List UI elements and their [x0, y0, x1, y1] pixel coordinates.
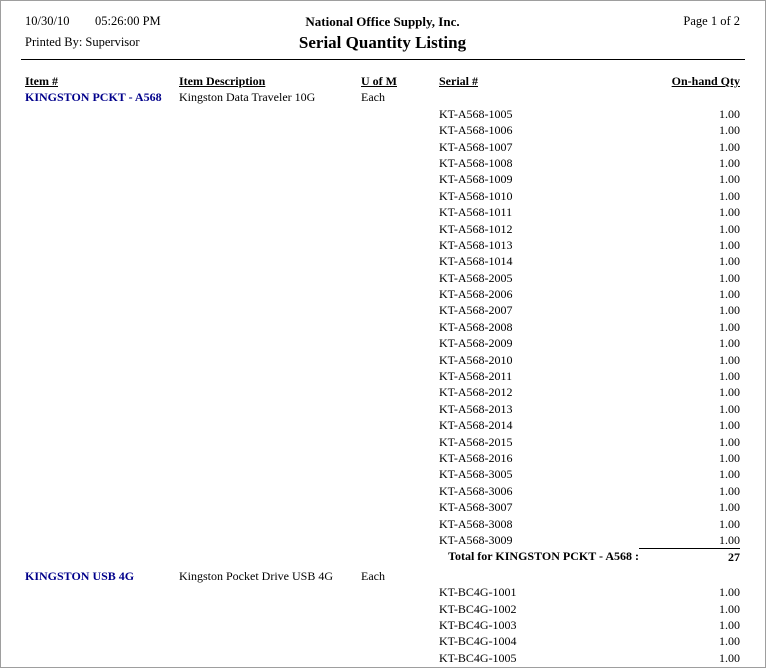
serial-number: KT-BC4G-1002: [439, 601, 517, 616]
item-serial-spacer: [439, 568, 639, 584]
serial-row: [25, 483, 740, 499]
header-row-2: [25, 32, 740, 56]
serial-row: [25, 139, 740, 155]
serial-number: KT-A568-3009: [439, 532, 513, 547]
serial-qty: 1.00: [719, 516, 740, 531]
report-header: [1, 1, 765, 56]
serial-number: KT-A568-3005: [439, 467, 513, 482]
item-description: Kingston Data Traveler 10G: [179, 90, 316, 105]
item-uom: Each: [361, 90, 385, 105]
col-header-qty: On-hand Qty: [671, 74, 740, 88]
serial-row: [25, 466, 740, 482]
serial-row: [25, 499, 740, 515]
item-row: [25, 568, 740, 584]
serial-number: KT-A568-1006: [439, 123, 513, 138]
serial-number: KT-A568-2006: [439, 287, 513, 302]
header-divider: [21, 59, 745, 60]
serial-number: KT-BC4G-1001: [439, 585, 517, 600]
serial-row: [25, 617, 740, 633]
groups-container: [25, 89, 740, 666]
serial-qty: 1.00: [719, 601, 740, 616]
serial-number: KT-A568-2012: [439, 385, 513, 400]
serial-row: [25, 584, 740, 600]
serial-number: KT-A568-2014: [439, 418, 513, 433]
serial-qty: 1.00: [719, 385, 740, 400]
item-uom: Each: [361, 568, 385, 583]
serial-number: KT-A568-2008: [439, 319, 513, 334]
serial-qty: 1.00: [719, 188, 740, 203]
serial-qty: 1.00: [719, 172, 740, 187]
serial-row: [25, 450, 740, 466]
serial-number: KT-BC4G-1004: [439, 634, 517, 649]
serial-number: KT-BC4G-1003: [439, 617, 517, 632]
header-row-1: [25, 14, 740, 32]
serial-row: [25, 319, 740, 335]
serial-row: [25, 633, 740, 649]
serial-number: KT-A568-1005: [439, 106, 513, 121]
serial-row: [25, 286, 740, 302]
serial-row: [25, 237, 740, 253]
serial-qty: 1.00: [719, 585, 740, 600]
serial-number: KT-A568-2015: [439, 434, 513, 449]
column-headers: [25, 73, 740, 89]
serial-number: KT-A568-1010: [439, 188, 513, 203]
serial-row: [25, 270, 740, 286]
serial-row: [25, 650, 740, 666]
serial-number: KT-A568-2011: [439, 369, 513, 384]
serial-qty: 1.00: [719, 500, 740, 515]
report-title: Serial Quantity Listing: [298, 33, 467, 52]
printed-by: Printed By: Supervisor: [25, 35, 140, 49]
serial-number: KT-A568-1013: [439, 237, 513, 252]
item-row: [25, 89, 740, 105]
serial-row: [25, 516, 740, 532]
col-header-description: Item Description: [179, 74, 266, 88]
serial-number: KT-A568-3008: [439, 516, 513, 531]
serial-row: [25, 171, 740, 187]
serial-qty: 1.00: [719, 634, 740, 649]
serial-number: KT-A568-2013: [439, 401, 513, 416]
serial-qty: 1.00: [719, 155, 740, 170]
serial-row: [25, 106, 740, 122]
serial-number: KT-A568-2010: [439, 352, 513, 367]
report-date: 10/30/10: [25, 14, 70, 28]
serial-qty: 1.00: [719, 221, 740, 236]
page-number: Page 1 of 2: [683, 14, 740, 28]
item-number: KINGSTON USB 4G: [25, 568, 135, 583]
company-name: National Office Supply, Inc.: [305, 14, 460, 29]
item-group: [25, 89, 740, 564]
group-total-row: [25, 548, 740, 564]
serial-row: [25, 204, 740, 220]
serial-number: KT-BC4G-1005: [439, 650, 517, 665]
serial-row: [25, 352, 740, 368]
serial-row: [25, 417, 740, 433]
item-group: [25, 568, 740, 666]
serial-qty: 1.00: [719, 319, 740, 334]
item-qty-spacer: [639, 89, 740, 105]
serial-qty: 1.00: [719, 617, 740, 632]
item-description: Kingston Pocket Drive USB 4G: [179, 568, 333, 583]
serial-row: [25, 155, 740, 171]
serial-row: [25, 188, 740, 204]
serial-number: KT-A568-1008: [439, 155, 513, 170]
serial-qty: 1.00: [719, 270, 740, 285]
col-header-uom: U of M: [361, 74, 397, 88]
serial-qty: 1.00: [719, 483, 740, 498]
serial-qty: 1.00: [719, 336, 740, 351]
serial-row: [25, 532, 740, 548]
serial-qty: 1.00: [719, 401, 740, 416]
serial-number: KT-A568-1012: [439, 221, 513, 236]
serial-number: KT-A568-3006: [439, 483, 513, 498]
serial-qty: 1.00: [719, 467, 740, 482]
serial-rows: [25, 584, 740, 666]
group-total-qty: 27: [639, 548, 740, 564]
group-total-label: Total for KINGSTON PCKT - A568 :: [448, 549, 639, 564]
serial-qty: 1.00: [719, 303, 740, 318]
serial-qty: 1.00: [719, 434, 740, 449]
col-header-item: Item #: [25, 74, 58, 88]
serial-qty: 1.00: [719, 254, 740, 269]
col-header-serial: Serial #: [439, 74, 478, 88]
serial-number: KT-A568-1014: [439, 254, 513, 269]
serial-row: [25, 434, 740, 450]
serial-qty: 1.00: [719, 352, 740, 367]
serial-row: [25, 368, 740, 384]
serial-qty: 1.00: [719, 369, 740, 384]
serial-qty: 1.00: [719, 650, 740, 665]
report-body: [1, 73, 765, 666]
serial-row: [25, 335, 740, 351]
serial-number: KT-A568-1009: [439, 172, 513, 187]
serial-number: KT-A568-1011: [439, 205, 513, 220]
serial-number: KT-A568-2007: [439, 303, 513, 318]
serial-row: [25, 401, 740, 417]
serial-row: [25, 302, 740, 318]
item-qty-spacer: [639, 568, 740, 584]
serial-qty: 1.00: [719, 287, 740, 302]
serial-qty: 1.00: [719, 123, 740, 138]
serial-qty: 1.00: [719, 532, 740, 547]
serial-number: KT-A568-3007: [439, 500, 513, 515]
serial-qty: 1.00: [719, 205, 740, 220]
serial-qty: 1.00: [719, 418, 740, 433]
serial-row: [25, 384, 740, 400]
serial-number: KT-A568-1007: [439, 139, 513, 154]
serial-qty: 1.00: [719, 450, 740, 465]
serial-number: KT-A568-2009: [439, 336, 513, 351]
serial-row: [25, 253, 740, 269]
serial-qty: 1.00: [719, 237, 740, 252]
serial-rows: [25, 106, 740, 549]
serial-qty: 1.00: [719, 106, 740, 121]
serial-row: [25, 221, 740, 237]
serial-qty: 1.00: [719, 139, 740, 154]
serial-number: KT-A568-2005: [439, 270, 513, 285]
serial-row: [25, 601, 740, 617]
serial-number: KT-A568-2016: [439, 450, 513, 465]
item-serial-spacer: [439, 89, 639, 105]
report-time: 05:26:00 PM: [95, 14, 161, 28]
serial-row: [25, 122, 740, 138]
item-number: KINGSTON PCKT - A568: [25, 90, 162, 105]
